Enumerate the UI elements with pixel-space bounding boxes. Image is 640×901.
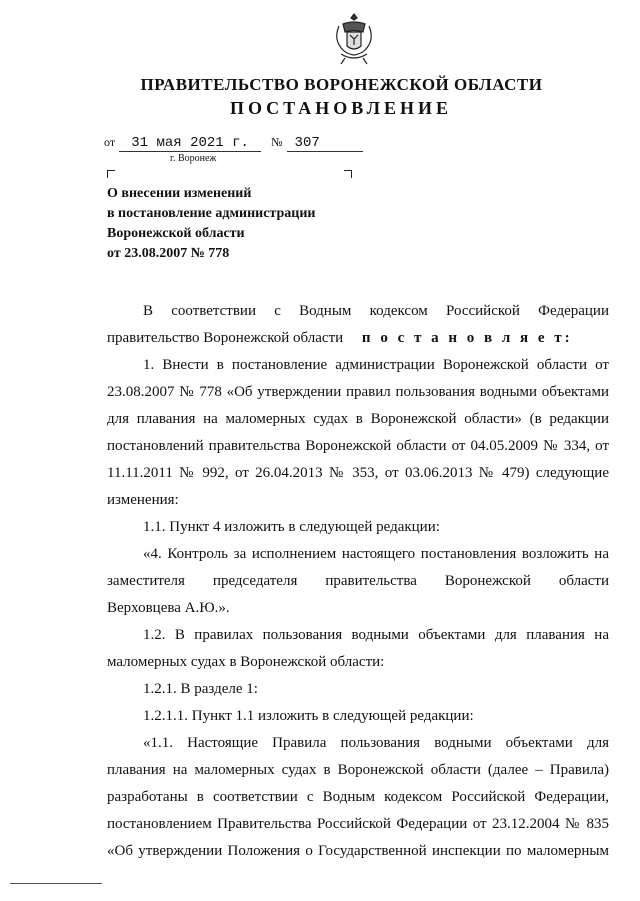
- text-line: изменения:: [107, 492, 179, 508]
- bracket-top-right: [344, 170, 352, 178]
- subject-line: от 23.08.2007 № 778: [107, 246, 230, 261]
- text-line: маломерных судах в Воронежской области:: [107, 654, 385, 670]
- preamble-line: [107, 325, 609, 352]
- number-label: №: [271, 135, 283, 149]
- text-line: для плавания на маломерных судах в Воронежской области» (в редакции: [107, 411, 609, 427]
- subject-line: Воронежской области: [107, 226, 245, 241]
- preamble-paragraph: [107, 298, 609, 352]
- preamble-line: В соответствии с Водным кодексом Российской Федерации: [143, 303, 609, 319]
- number-value: 307: [287, 136, 363, 152]
- bracket-top-left: [107, 170, 115, 178]
- paragraph-1-2: [107, 622, 609, 676]
- city-label: г. Воронеж: [170, 153, 217, 164]
- text-line: разработаны в соответствии с Водным кодексом Российской Федерации,: [107, 789, 609, 805]
- text-line: «4. Контроль за исполнением настоящего постановления возложить на: [143, 546, 609, 562]
- paragraph-item-4: [107, 541, 609, 622]
- text-line: 11.11.2011 № 992, от 26.04.2013 № 353, от 03.06.2013 № 479) следующие: [107, 465, 609, 481]
- text-line: 1.2. В правилах пользования водными объектами для плавания на: [143, 627, 609, 643]
- text-line: плавания на маломерных судах в Воронежской области (далее – Правила): [107, 762, 609, 778]
- paragraph-1-1: [107, 514, 609, 541]
- text-line: 1.1. Пункт 4 изложить в следующей редакции:: [143, 519, 440, 535]
- coat-of-arms-icon: [331, 10, 377, 68]
- text-line: 1.2.1. В разделе 1:: [143, 681, 258, 697]
- date-number-row: [104, 133, 363, 152]
- text-line: 23.08.2007 № 778 «Об утверждении правил пользования водными объектами: [107, 384, 609, 400]
- subject-line: в постановление администрации: [107, 206, 316, 221]
- paragraph-1-2-1-1: [107, 703, 609, 730]
- organization-title: ПРАВИТЕЛЬСТВО ВОРОНЕЖСКОЙ ОБЛАСТИ: [140, 75, 543, 94]
- paragraph-1: [107, 352, 609, 514]
- text-line: постановлений правительства Воронежской области от 04.05.2009 № 334, от: [107, 438, 609, 454]
- text-line: «Об утверждении Положения о Государственной инспекции по маломерным: [107, 843, 609, 859]
- paragraph-rules-1-1: [107, 730, 609, 865]
- decree-word: п о с т а н о в л я е т:: [361, 330, 573, 346]
- date-label: от: [104, 135, 116, 149]
- text-line: Верховцева А.Ю.».: [107, 600, 230, 616]
- text-line: 1. Внести в постановление администрации Воронежской области от: [143, 357, 609, 373]
- text-line: заместителя председателя правительства Воронежской области: [107, 573, 609, 589]
- text-line: «1.1. Настоящие Правила пользования водными объектами для: [143, 735, 609, 751]
- subject-line: О внесении изменений: [107, 186, 252, 201]
- document-subject: [107, 184, 387, 264]
- preamble-end: правительство Воронежской области: [107, 330, 344, 346]
- footnote-divider: [10, 883, 102, 884]
- date-value: 31 мая 2021 г.: [119, 136, 261, 152]
- text-line: 1.2.1.1. Пункт 1.1 изложить в следующей редакции:: [143, 708, 474, 724]
- paragraph-1-2-1: [107, 676, 609, 703]
- document-type: ПОСТАНОВЛЕНИЕ: [229, 98, 453, 118]
- text-line: постановлением Правительства Российской Федерации от 23.12.2004 № 835: [107, 816, 609, 832]
- document-body: [107, 298, 609, 865]
